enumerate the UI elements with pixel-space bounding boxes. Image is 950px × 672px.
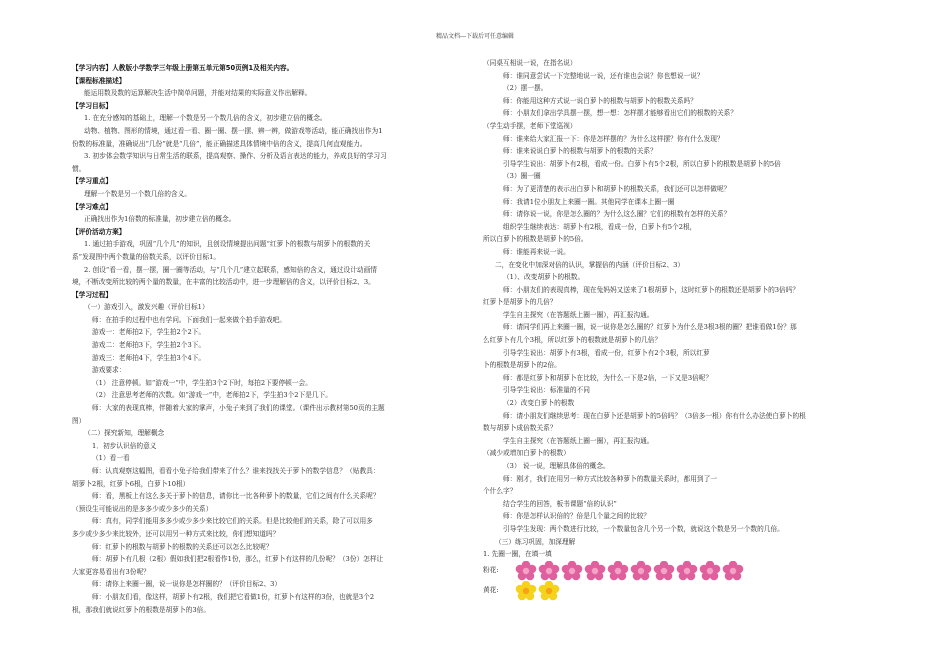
left-line: （1） 注意停顿。如“游戏一”中，学生拍3个2下时，每拍2下要停顿一会。	[92, 378, 312, 387]
left-line: 正确找出作为1倍数的标准量，初步建立倍的概念。	[84, 215, 236, 224]
right-line: 师：谁同意尝试一下完整地说一说，还有谁也会说？你也想说一说？	[503, 71, 704, 80]
left-line: 境，不断改变所比较的两个量的数量，在丰富的比较活动中，进一步理解倍的含义，以评价目标2、3。	[72, 278, 375, 287]
left-line: 【学习过程】	[72, 290, 113, 299]
left-line: 游戏三：老师拍4下，学生拍3个4下。	[92, 353, 206, 362]
flower-icon	[561, 561, 583, 581]
left-line: （预设生可能说出的是多多少或少多少的关系）	[72, 504, 213, 513]
right-line: 所以白萝卜的根数是胡萝卜的5倍。	[483, 235, 588, 244]
right-line: 师：谁来说说白萝卜的根数与胡萝卜的根数的关系？	[503, 147, 657, 156]
left-line: 份数的标准量，准确说出“几份”就是“几倍”，能正确描述具体情境中倍的含义，提高几何直观能力。	[72, 139, 367, 148]
left-line: 1．初步认识倍的意义	[92, 441, 157, 450]
left-line: 大家更容易看出有3份呢？	[72, 567, 150, 576]
right-line: 二，在变化中加深对倍的认识，掌握倍的内涵（评价目标2、3）	[495, 260, 685, 269]
right-line: 个什么字？	[483, 487, 517, 496]
right-line: 1. 先圈一圈，在填一填	[483, 550, 552, 559]
left-line: 图）	[72, 416, 86, 425]
right-line: 组织学生继续表达：胡萝卜有2根，看成一份，白萝卜有5个2根，	[503, 222, 697, 231]
right-line: 么红萝卜有几个3根，所以红萝卜的根数就是胡萝卜的几倍？	[483, 336, 662, 345]
right-line: 结合学生的回答，板书课题“倍的认识”	[503, 499, 617, 508]
right-line: 师：都是红萝卜和胡萝卜在比较，为什么一下是2倍，一下又是3倍呢？	[503, 373, 713, 382]
left-line: 师：小朋友们看，像这样，胡萝卜有2根，我们把它看做1份，红萝卜有这样的3份，也就是3个2	[92, 592, 375, 601]
right-line: （1）、改变胡萝卜的根数。	[503, 273, 585, 282]
right-column	[483, 57, 873, 601]
flower-icon	[676, 561, 698, 581]
right-line: （同桌互相说一说，在指名说）	[483, 59, 577, 67]
right-line: （2）改变白萝卜的根数	[503, 399, 575, 408]
right-line: （2）摆一摆。	[503, 84, 548, 93]
left-line: 游戏二：老师拍3下，学生拍2个3下。	[92, 341, 206, 350]
left-line: 师：看，黑板上有这么多关于萝卜的信息，请你比一比各种萝卜的数量，它们之间有什么关系呢？	[92, 492, 380, 501]
flower-icon	[722, 561, 744, 581]
right-line: 红萝卜是胡萝卜的几倍？	[483, 298, 557, 307]
right-line: 师：小朋友们拿出学具摆一摆，想一想：怎样摆才能够看出它们的根数的关系？	[503, 109, 738, 118]
right-line: 师：小朋友们的表现真棒，现在兔妈妈又送来了1根胡萝卜，这时红萝卜的根数还是胡萝卜的3倍吗？	[503, 285, 800, 294]
left-line: 1. 在充分感知的基础上，理解一个数是另一个数几倍的含义，初步建立倍的概念。	[84, 114, 327, 123]
flower-icon	[607, 561, 629, 581]
right-line: （学生动手摆，老师下堂巡视）	[483, 121, 577, 130]
right-line: 师：谁来给大家汇报一下：你是怎样摆的？为什么这样摆？你有什么发现？	[503, 134, 724, 143]
right-line: 引导学生说出：胡萝卜有3根，看成一份，红萝卜有2个3根，所以红萝	[503, 348, 710, 357]
left-line: （二）探究新知，理解概念	[84, 429, 165, 438]
flower-icon	[538, 561, 560, 581]
left-line: 【课程标准描述】	[72, 76, 126, 85]
left-line: 师：请你上来圈一圈，说一说你是怎样圈的？（评价目标2、3）	[92, 580, 282, 589]
left-line: （1）看一看	[92, 454, 130, 463]
left-line: （2） 注意思考老师的次数。如“游戏一”中，老师拍2下，学生拍3个2下是几下。	[92, 391, 332, 400]
left-line: 游戏要求：	[92, 366, 126, 375]
left-line: 【学习重点】	[72, 177, 113, 186]
flower-icon	[630, 561, 652, 581]
left-line: 师：在拍手的过程中也有学问。下面我们一起来做个拍手游戏吧。	[92, 315, 286, 324]
left-line: 根，那我们就说红萝卜的根数是胡萝卜的3倍。	[72, 605, 211, 614]
right-line: 引导学生发现：两个数进行比较，一个数量包含几个另一个数，就说这个数是另一个数的几倍。	[503, 524, 784, 533]
left-line: 多少或少多少来比较外，还可以用另一种方式来比较，你们想知道吗？	[72, 529, 280, 538]
right-line: （三）练习巩固，加深理解	[495, 537, 576, 546]
left-line: 【评价活动方案】	[72, 227, 126, 236]
right-line: 师：我请1位小朋友上来圈一圈。其他同学在课本上圈一圈	[503, 197, 675, 206]
left-line: 【学习目标】	[72, 101, 113, 110]
right-line: 师：谁能再来说一说。	[503, 247, 570, 256]
left-line: 【学习难点】	[72, 202, 113, 211]
left-line: （一）游戏引入，激发兴趣（评价目标1）	[84, 303, 209, 312]
right-line: 学生自主探究（在答题纸上圈一圈），再汇报沟通。	[503, 436, 654, 445]
left-line: 3. 初步体会数学知识与日常生活的联系，提高观察、操作、分析及语言表达的能力，养成良好的学习习	[84, 152, 387, 161]
left-line: 2. 创设“看一看，摆一摆，圈一圈等活动，与“几个几”建立起联系，感知倍的含义，通过设计动画情	[84, 265, 377, 274]
right-line: 师：刚才，我们在用另一种方式比较各种萝卜的数量关系时，都用到了一	[503, 474, 717, 483]
left-column	[72, 62, 469, 616]
right-line: 师：请小朋友们继续思考：现在白萝卜还是胡萝卜的5倍吗？（3倍多一根）你有什么办法使白萝卜的根	[503, 411, 806, 420]
right-line: （减少或增加白萝卜的根数）	[483, 449, 570, 458]
right-line: 师：你能用这种方式说一说白萝卜的根数与胡萝卜的根数关系吗？	[503, 96, 697, 105]
left-line: 游戏一：老师拍2下，学生拍2个2下。	[92, 328, 206, 337]
flower-icon	[538, 581, 560, 601]
pink-flower-row-label: 粉花:	[483, 566, 499, 575]
right-line: 师：你是怎样认识倍的？倍是几个量之间的比较？	[503, 512, 651, 521]
left-line: 惯。	[72, 164, 86, 173]
left-line: 师：红萝卜的根数与胡萝卜的根数的关系还可以怎么比较呢？	[92, 542, 273, 551]
yellow-flower-row	[483, 581, 873, 601]
left-line: 理解一个数是另一个数几倍的含义。	[84, 189, 191, 198]
right-line: 学生自主探究（在答题纸上圈一圈），再汇报沟通。	[503, 310, 654, 319]
left-line: 胡萝卜2根，红萝卜6根，白萝卜10根）	[72, 479, 190, 488]
pink-flower-row	[483, 561, 873, 581]
left-line: 师：真有，同学们能用多多少或少多少来比较它们的关系。但是比较他们的关系，除了可以用多	[92, 517, 373, 526]
right-line: 师：请你说一说，你是怎么圈的？为什么这么圈？它们的根数有怎样的关系？	[503, 210, 731, 219]
right-line: 师：为了更清楚的表示出白萝卜和胡萝卜的根数关系，我们还可以怎样做呢？	[503, 184, 731, 193]
flower-icon	[515, 561, 537, 581]
right-line: （3）圈一圈	[503, 172, 541, 181]
left-line: 1. 通过拍手游戏，巩固“几个几”的知识，且创设情境提出问题“红萝卜的根数与胡萝卜的根数的关	[84, 240, 371, 249]
left-line: 【学习内容】人教版小学数学三年级上册第五单元第50页例1及相关内容。	[72, 64, 294, 72]
right-line: 卜的根数是胡萝卜的2倍。	[483, 361, 561, 370]
left-line: 师：认真观察这幅图，看看小兔子给我们带来了什么？谁来找找关于萝卜的数学信息？（贴教具：	[92, 467, 380, 475]
right-line: 数与胡萝卜成倍数关系？	[483, 424, 557, 433]
right-line: （3） 说一说，理解具体倍的概念。	[503, 462, 610, 470]
flower-icon	[653, 561, 675, 581]
yellow-flower-row-label: 黄花:	[483, 586, 499, 595]
left-line: 师：大家的表现真棒，伴随着大家的掌声，小兔子来到了我们的课堂。（课件出示教材第50页的主题	[92, 404, 385, 413]
page-header: 精品文档---下载后可任意编辑	[435, 33, 515, 40]
left-line: 能运用数及数的运算解决生活中简单问题，并能对结果的实际意义作出解释。	[84, 89, 312, 98]
right-line: 引导学生说出：胡萝卜有2根，看成一份。白萝卜有5个2根，所以白萝卜的根数是胡萝卜的5倍	[503, 159, 781, 168]
flower-icon	[584, 561, 606, 581]
left-line: 系”发现图中两个数量的倍数关系，以评价目标1。	[72, 252, 221, 261]
right-line: 师：请同学们再上来圈一圈，说一说你是怎么圈的？红萝卜为什么是3根3根的圈？把谁看做1份？那	[503, 323, 797, 332]
flower-icon	[699, 561, 721, 581]
right-line: 引导学生说出：标准量的不同	[503, 386, 590, 395]
flower-icon	[515, 581, 537, 601]
left-line: 动物、植物、图形的情境，通过看一看、圈一圈、摆一摆、辨一辨，做游戏等活动，能正确找出作为1	[84, 126, 383, 135]
left-line: 师：胡萝卜有几根（2根）假如我们把2根看作1份，那么，红萝卜有这样的几份呢？（3份）怎样让	[92, 555, 384, 564]
